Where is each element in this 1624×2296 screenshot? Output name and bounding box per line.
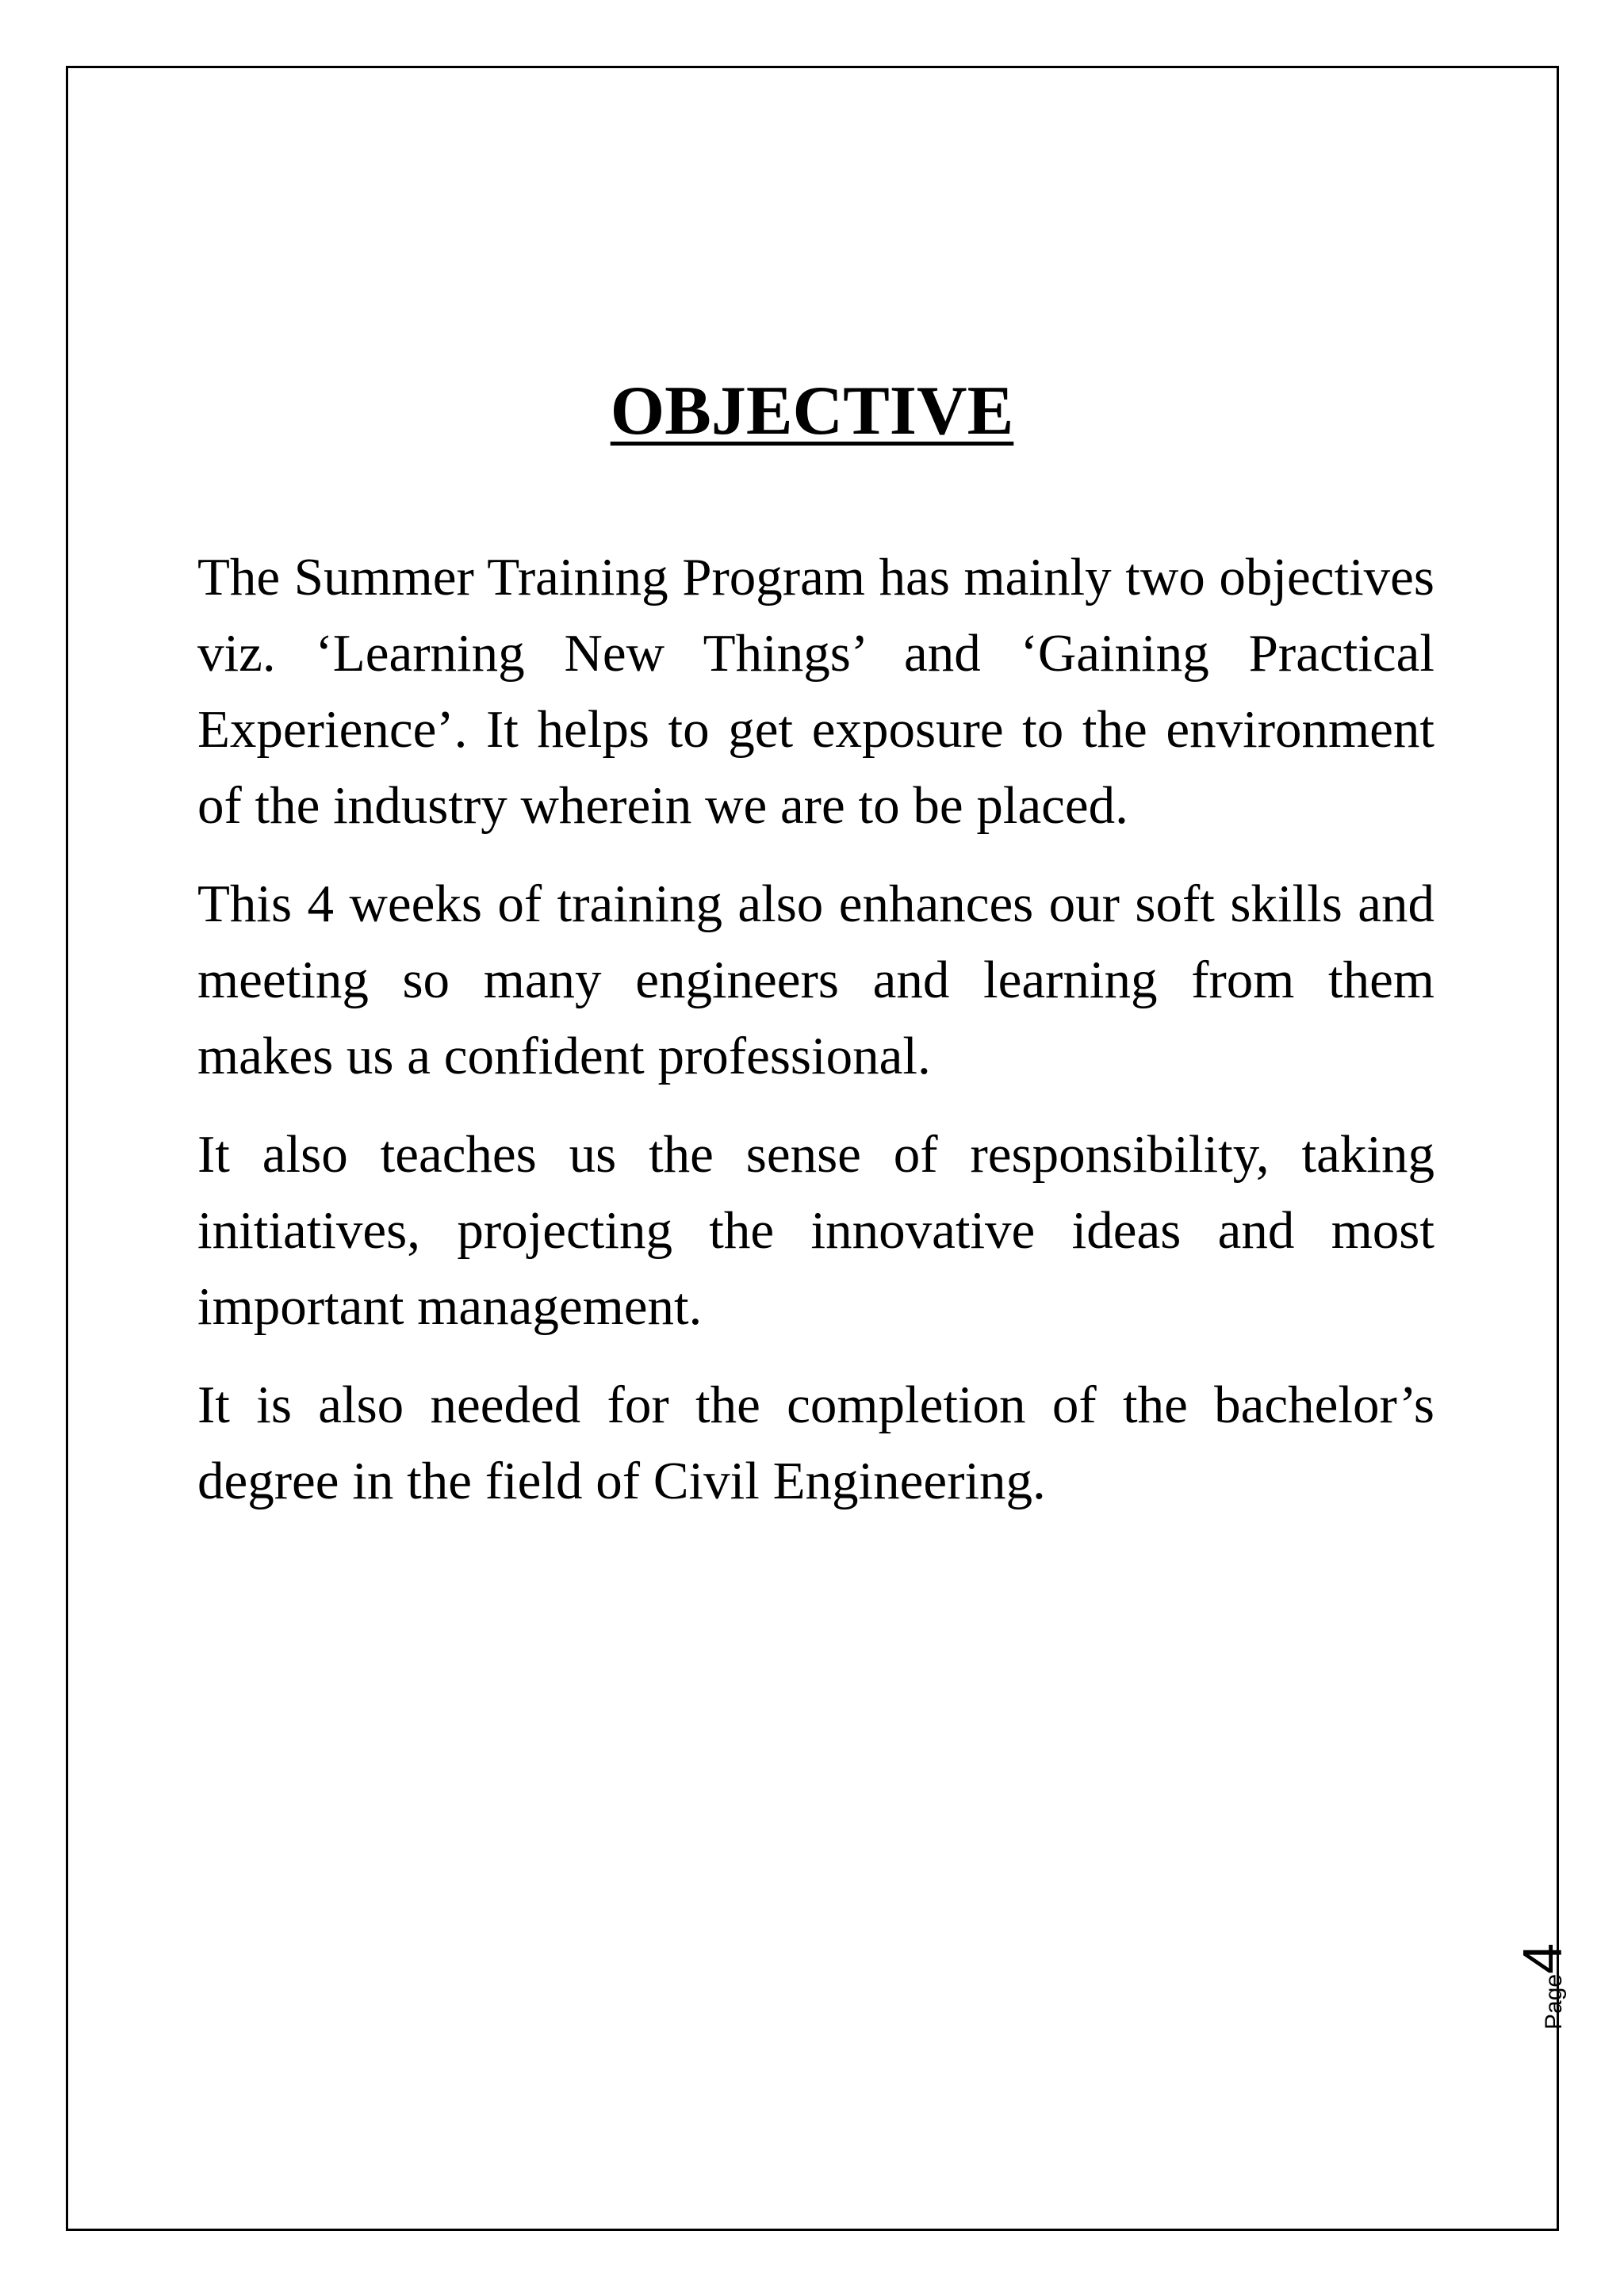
body-text xyxy=(197,539,1434,1541)
paragraph-objectives: The Summer Training Program has mainly two objectives viz. ‘Learning New Things’ and ‘Gaining Practical Experience’. It helps to get exposure to the environment of the industry wherein we are to be placed. xyxy=(197,548,1434,835)
page-title xyxy=(0,372,1624,451)
page-number xyxy=(1511,1934,1574,2030)
page-number-value: 4 xyxy=(1511,1942,1573,1974)
page-label: Page xyxy=(1541,1973,1567,2030)
paragraph-soft-skills: This 4 weeks of training also enhances our soft skills and meeting so many engineers and learning from them makes us a confident professional. xyxy=(197,874,1434,1085)
paragraph-degree: It is also needed for the completion of the bachelor’s degree in the field of Civil Engineering. xyxy=(197,1376,1434,1510)
page-title-text: OBJECTIVE xyxy=(610,372,1014,450)
paragraph-responsibility: It also teaches us the sense of responsibility, taking initiatives, projecting the innovative ideas and most important management. xyxy=(197,1125,1434,1336)
